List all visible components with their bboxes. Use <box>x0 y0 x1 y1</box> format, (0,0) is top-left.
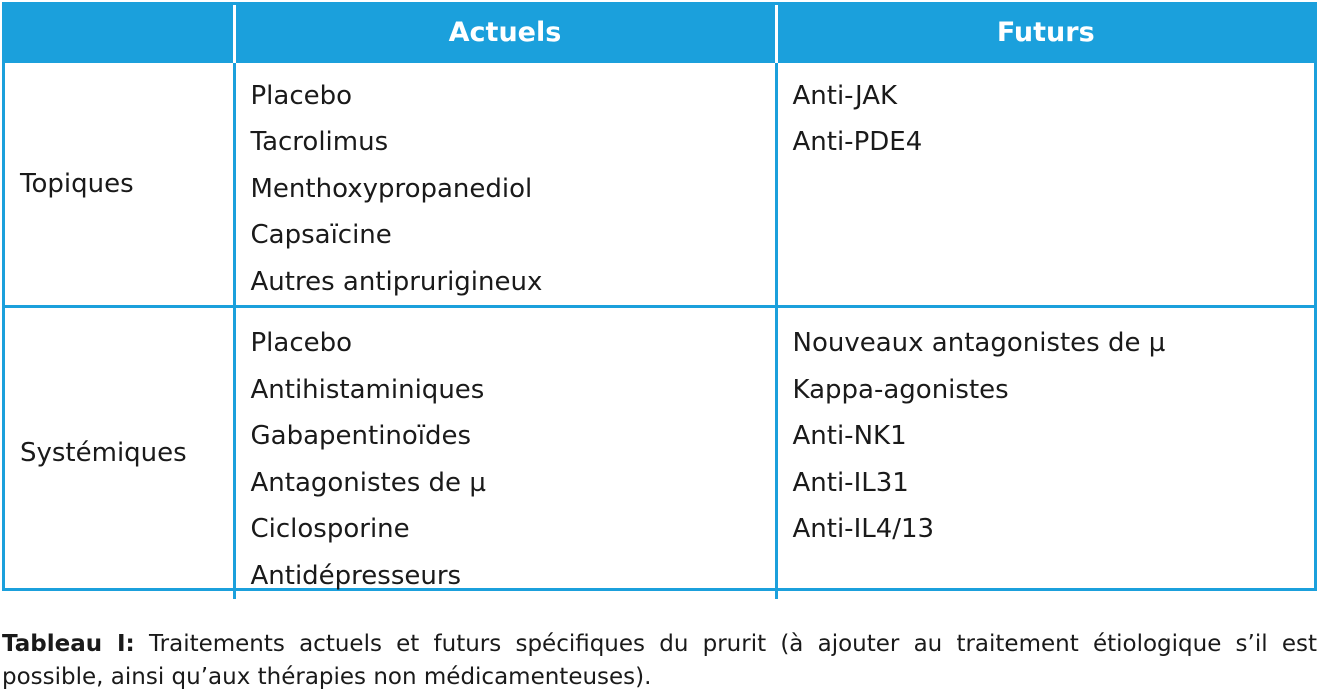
list-item: Anti-IL4/13 <box>792 514 935 544</box>
list-topiques-futurs <box>793 73 1315 166</box>
cell-topiques-futurs <box>776 61 1314 307</box>
list-item: Antagonistes de µ <box>250 467 486 498</box>
list-item: Capsaïcine <box>250 220 392 250</box>
header-futurs: Futurs <box>776 5 1314 61</box>
header-actuels: Actuels <box>234 5 776 61</box>
row-label-systemiques: Systémiques <box>5 307 234 600</box>
table-header-row <box>5 5 1314 61</box>
list-topiques-actuels <box>251 73 775 306</box>
list-item: Placebo <box>250 80 353 111</box>
row-label-topiques: Topiques <box>5 61 234 307</box>
cell-systemiques-actuels <box>234 307 776 600</box>
list-item: Anti-JAK <box>792 80 898 111</box>
list-item: Placebo <box>250 328 353 358</box>
table-caption <box>2 628 1317 694</box>
list-item: Gabapentinoïdes <box>250 421 472 451</box>
list-item: Anti-IL31 <box>792 467 909 498</box>
treatment-table <box>5 5 1314 599</box>
list-item: Antidépresseurs <box>250 560 462 591</box>
list-item: Kappa-agonistes <box>792 374 1009 405</box>
list-systemiques-futurs <box>793 320 1315 553</box>
list-item: Anti-NK1 <box>792 421 907 451</box>
caption-label: Tableau I: <box>2 631 135 657</box>
table-row-topiques <box>5 61 1314 307</box>
list-item: Nouveaux antagonistes de µ <box>792 328 1166 358</box>
list-systemiques-actuels <box>251 320 775 599</box>
table-row-systemiques <box>5 307 1314 600</box>
header-corner <box>5 5 234 61</box>
cell-systemiques-futurs <box>776 307 1314 600</box>
list-item: Antihistaminiques <box>250 374 485 405</box>
list-item: Anti-PDE4 <box>792 127 923 157</box>
list-item: Ciclosporine <box>250 514 410 544</box>
treatment-table-frame <box>2 2 1317 591</box>
cell-topiques-actuels <box>234 61 776 307</box>
caption-text: Traitements actuels et futurs spécifiques du prurit (à ajouter au traitement étiologique s’il est possible, ainsi qu’aux thérapies non médicamenteuses). <box>2 631 1317 690</box>
list-item: Menthoxypropanediol <box>250 173 533 204</box>
list-item: Autres antiprurigineux <box>250 266 543 297</box>
list-item: Tacrolimus <box>250 127 389 157</box>
